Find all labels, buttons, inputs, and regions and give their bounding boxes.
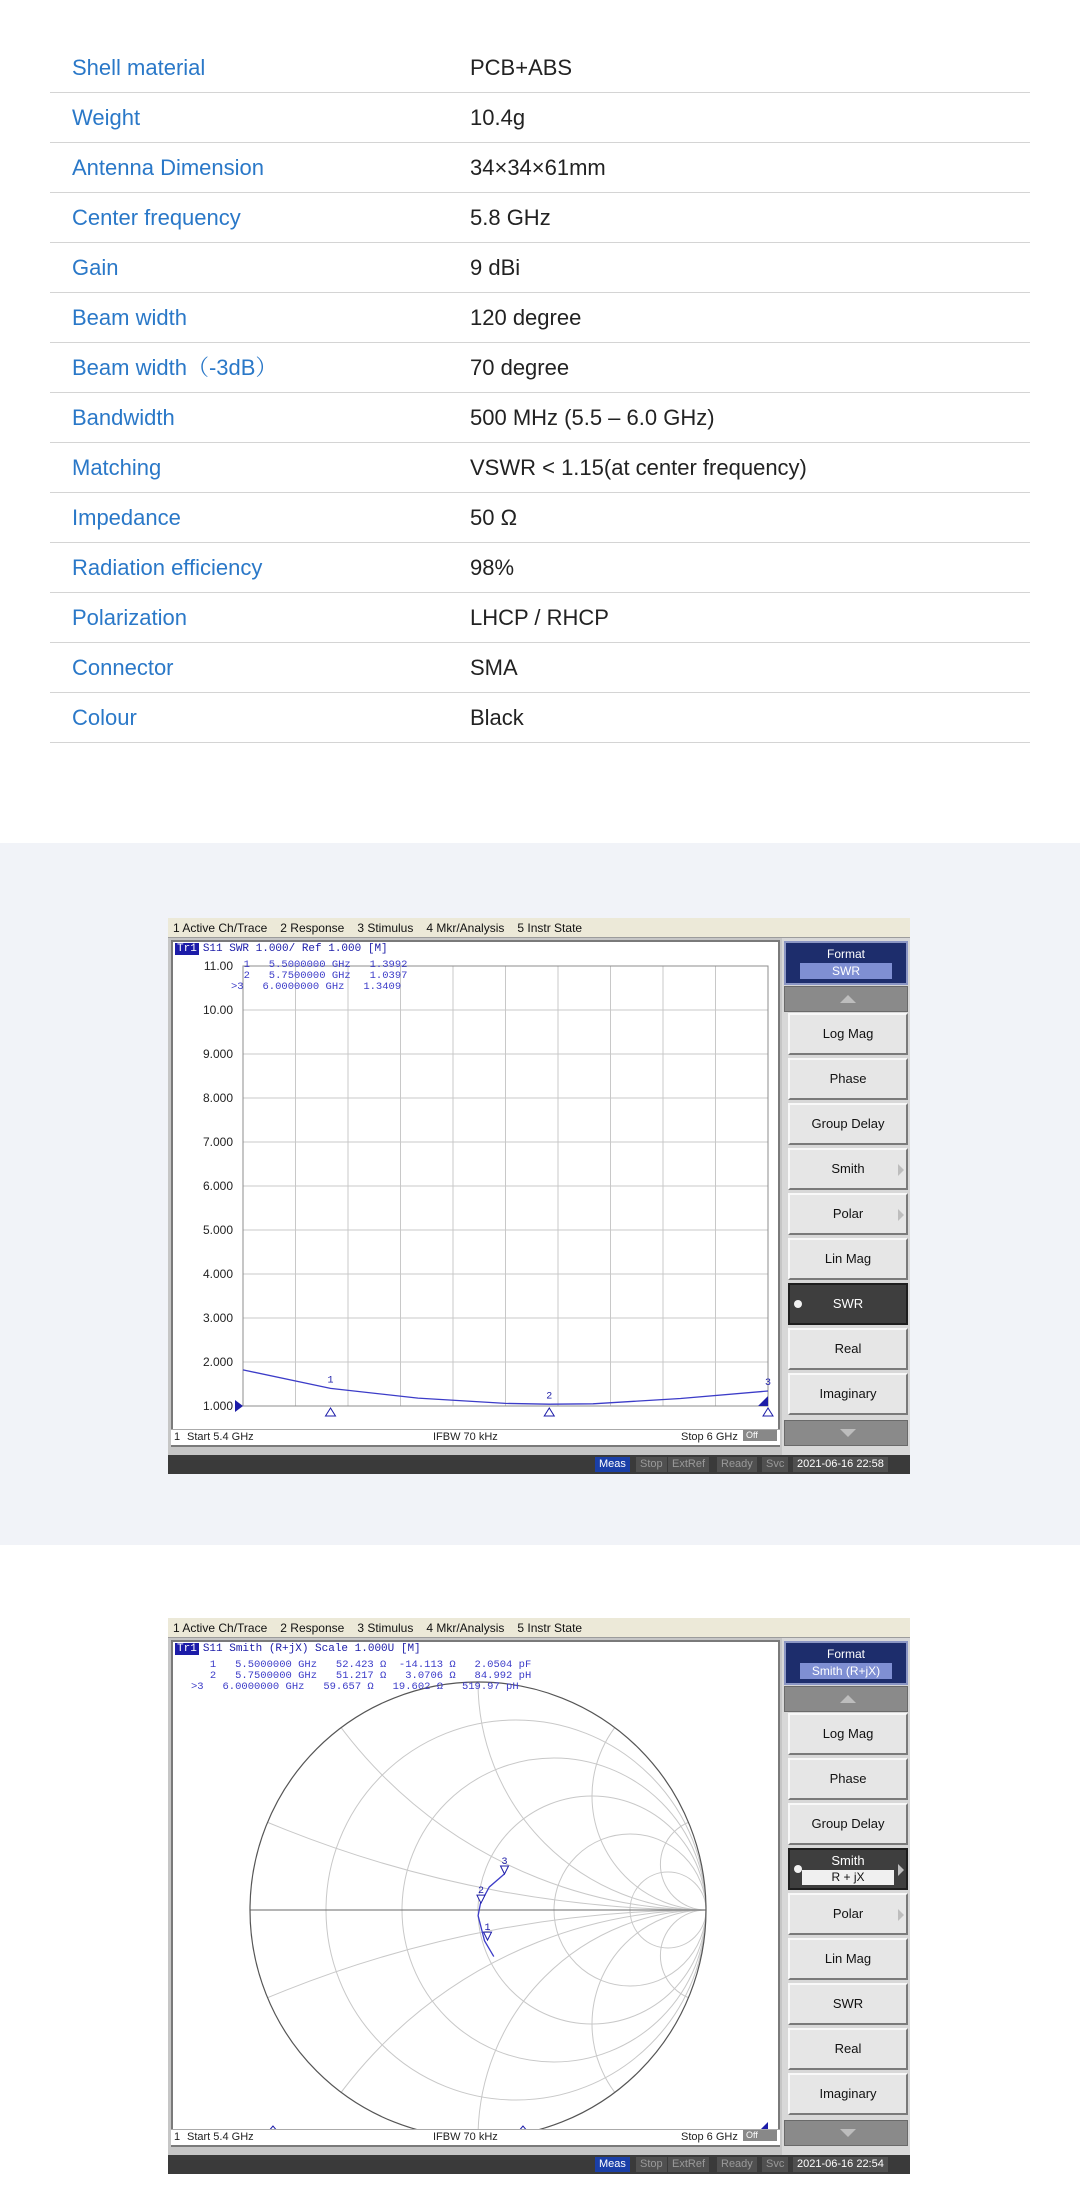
scroll-down-button[interactable] bbox=[784, 1420, 908, 1446]
plot-area bbox=[171, 940, 780, 1447]
marker-1-triangle bbox=[326, 1408, 336, 1416]
spec-row bbox=[50, 543, 1030, 593]
format-title: Format bbox=[826, 947, 865, 961]
softkey-smith[interactable] bbox=[788, 1148, 908, 1190]
trace-badge[interactable]: Tr1 bbox=[177, 943, 197, 955]
status-extref: ExtRef bbox=[668, 1457, 709, 1472]
softkey-label: Lin Mag bbox=[824, 1251, 872, 1266]
menu-item[interactable]: 5 Instr State bbox=[517, 921, 583, 935]
menu-item[interactable]: 1 Active Ch/Trace bbox=[173, 921, 268, 935]
spec-row bbox=[50, 193, 1030, 243]
status-bar bbox=[171, 2129, 780, 2145]
softkey-label: Phase bbox=[829, 1071, 867, 1086]
y-tick-label: 10.00 bbox=[202, 1003, 233, 1017]
down-arrow-icon bbox=[840, 2129, 856, 2137]
submenu-arrow-icon bbox=[898, 1209, 904, 1221]
y-tick-label: 6.000 bbox=[202, 1179, 233, 1193]
status-datetime: 2021-06-16 22:58 bbox=[793, 1457, 888, 1472]
y-tick-label: 8.000 bbox=[202, 1091, 233, 1105]
softkey-sublabel: R + jX bbox=[802, 1870, 894, 1885]
chart-svg bbox=[173, 1642, 778, 2132]
y-tick-label: 1.000 bbox=[202, 1399, 233, 1413]
trace-title: S11 Smith (R+jX) Scale 1.000U [M] bbox=[202, 1643, 421, 1655]
softkey-label: Smith bbox=[831, 1853, 865, 1868]
softkey-swr[interactable] bbox=[788, 1283, 908, 1325]
softkey-log-mag[interactable] bbox=[788, 1013, 908, 1055]
format-value: Smith (R+jX) bbox=[800, 1663, 892, 1679]
softkey-real[interactable] bbox=[788, 2028, 908, 2070]
y-tick-label: 5.000 bbox=[202, 1223, 233, 1237]
status-ready: Ready bbox=[717, 1457, 757, 1472]
channel-number: 1 bbox=[174, 1431, 181, 1443]
marker-1-label: 1 bbox=[327, 1375, 334, 1387]
softkey-label: Imaginary bbox=[819, 1386, 877, 1401]
y-tick-label: 7.000 bbox=[202, 1135, 233, 1149]
status-meas: Meas bbox=[595, 1457, 630, 1472]
spec-key: Bandwidth bbox=[72, 405, 175, 430]
spec-row bbox=[50, 93, 1030, 143]
chart-svg bbox=[173, 942, 778, 1432]
vna-screen-2 bbox=[168, 1618, 910, 2174]
status-stop: Stop bbox=[636, 1457, 667, 1472]
bottom-status-bar bbox=[168, 1455, 910, 1474]
status-bar bbox=[171, 1429, 780, 1445]
marker-1-label: 1 bbox=[484, 1923, 491, 1935]
softkey-label: Log Mag bbox=[822, 1726, 874, 1741]
format-title: Format bbox=[826, 1647, 865, 1661]
menu-item[interactable]: 5 Instr State bbox=[517, 1621, 583, 1635]
ref-level-marker bbox=[235, 1400, 243, 1412]
y-tick-label: 9.000 bbox=[202, 1047, 233, 1061]
marker-readout-line: >3 6.0000000 GHz 59.657 Ω 19.602 Ω 519.97 pH bbox=[191, 1681, 519, 1693]
spec-table bbox=[50, 43, 1030, 743]
marker-3-label: 3 bbox=[501, 1856, 508, 1868]
menu-bar bbox=[168, 918, 910, 938]
spec-value: 50 Ω bbox=[470, 505, 518, 530]
softkey-label: Lin Mag bbox=[824, 1951, 872, 1966]
format-header[interactable] bbox=[784, 941, 908, 985]
selected-indicator bbox=[794, 1300, 802, 1308]
marker-readout-line: 1 5.5000000 GHz 52.423 Ω -14.113 Ω 2.0504 pF bbox=[191, 1659, 532, 1671]
spec-key: Colour bbox=[72, 705, 137, 730]
menu-item[interactable]: 4 Mkr/Analysis bbox=[426, 1621, 505, 1635]
stop-marker bbox=[758, 1396, 768, 1406]
vna-screen-1 bbox=[168, 918, 910, 1474]
menu-item[interactable]: 2 Response bbox=[280, 921, 345, 935]
spec-value: SMA bbox=[470, 655, 518, 680]
menu-bar bbox=[168, 1618, 910, 1638]
spec-value: 9 dBi bbox=[470, 255, 521, 280]
menu-item[interactable]: 3 Stimulus bbox=[357, 1621, 414, 1635]
channel-number: 1 bbox=[174, 2131, 181, 2143]
spec-key: Polarization bbox=[72, 605, 187, 630]
softkey-label: Smith bbox=[831, 1161, 865, 1176]
spec-key: Beam width（-3dB） bbox=[72, 355, 278, 380]
softkey-swr[interactable] bbox=[788, 1983, 908, 2025]
submenu-arrow-icon bbox=[898, 1909, 904, 1921]
spec-row bbox=[50, 393, 1030, 443]
softkey-group-delay[interactable] bbox=[788, 1803, 908, 1845]
spec-value: 34×34×61mm bbox=[470, 155, 606, 180]
status-datetime: 2021-06-16 22:54 bbox=[793, 2157, 888, 2172]
format-header[interactable] bbox=[784, 1641, 908, 1685]
submenu-arrow-icon bbox=[898, 1164, 904, 1176]
status-svc: Svc bbox=[762, 2157, 788, 2172]
marker-2-label: 2 bbox=[546, 1391, 553, 1403]
spec-row bbox=[50, 143, 1030, 193]
softkey-lin-mag[interactable] bbox=[788, 1238, 908, 1280]
spec-value: 70 degree bbox=[470, 355, 570, 380]
softkey-label: Group Delay bbox=[811, 1816, 885, 1831]
spec-key: Connector bbox=[72, 655, 174, 680]
marker-readout-line: 2 5.7500000 GHz 51.217 Ω 3.0706 Ω 84.992 pH bbox=[191, 1670, 532, 1682]
softkey-label: SWR bbox=[832, 1996, 864, 2011]
marker-readout-line: 2 5.7500000 GHz 1.0397 bbox=[231, 970, 408, 982]
scroll-down-button[interactable] bbox=[784, 2120, 908, 2146]
trace-title: S11 SWR 1.000/ Ref 1.000 [M] bbox=[202, 943, 388, 955]
scroll-up-button[interactable] bbox=[784, 986, 908, 1012]
spec-row bbox=[50, 443, 1030, 493]
softkey-phase[interactable] bbox=[788, 1758, 908, 1800]
marker-3-label: 3 bbox=[765, 1378, 772, 1390]
spec-value: LHCP / RHCP bbox=[470, 605, 609, 630]
status-stop: Stop bbox=[636, 2157, 667, 2172]
off-indicator: Off bbox=[743, 1430, 777, 1441]
marker-3-triangle bbox=[763, 1408, 773, 1416]
spec-key: Weight bbox=[72, 105, 141, 130]
softkey-imaginary[interactable] bbox=[788, 1373, 908, 1415]
softkey-label: Real bbox=[834, 2041, 862, 2056]
softkey-label: Phase bbox=[829, 1771, 867, 1786]
spec-key: Impedance bbox=[72, 505, 181, 530]
status-extref: ExtRef bbox=[668, 2157, 709, 2172]
softkey-polar[interactable] bbox=[788, 1893, 908, 1935]
spec-value: 500 MHz (5.5 – 6.0 GHz) bbox=[470, 405, 715, 430]
stop-frequency[interactable]: Stop 6 GHz bbox=[681, 2131, 738, 2143]
smith-grid bbox=[173, 1642, 778, 2132]
spec-key: Center frequency bbox=[72, 205, 241, 230]
scroll-up-button[interactable] bbox=[784, 1686, 908, 1712]
softkey-panel bbox=[782, 938, 910, 1455]
softkey-panel bbox=[782, 1638, 910, 2155]
softkey-label: Real bbox=[834, 1341, 862, 1356]
status-ready: Ready bbox=[717, 2157, 757, 2172]
status-svc: Svc bbox=[762, 1457, 788, 1472]
softkey-label: Imaginary bbox=[819, 2086, 877, 2101]
ifbw[interactable]: IFBW 70 kHz bbox=[433, 1431, 498, 1443]
softkey-polar[interactable] bbox=[788, 1193, 908, 1235]
selected-indicator bbox=[794, 1865, 802, 1873]
menu-item[interactable]: 1 Active Ch/Trace bbox=[173, 1621, 268, 1635]
start-frequency[interactable]: Start 5.4 GHz bbox=[187, 1431, 254, 1443]
spec-value: 120 degree bbox=[470, 305, 582, 330]
reactance-arc bbox=[478, 1910, 778, 2132]
status-meas: Meas bbox=[595, 2157, 630, 2172]
spec-row bbox=[50, 343, 1030, 393]
spec-key: Matching bbox=[72, 455, 162, 480]
marker-2-label: 2 bbox=[477, 1886, 484, 1898]
menu-item[interactable]: 2 Response bbox=[280, 1621, 345, 1635]
spec-row bbox=[50, 43, 1030, 93]
spec-row bbox=[50, 293, 1030, 343]
spec-value: 5.8 GHz bbox=[470, 205, 551, 230]
spec-value: 10.4g bbox=[470, 105, 526, 130]
menu-item[interactable]: 3 Stimulus bbox=[357, 921, 414, 935]
spec-value: PCB+ABS bbox=[470, 55, 573, 80]
spec-key: Radiation efficiency bbox=[72, 555, 263, 580]
spec-key: Gain bbox=[72, 255, 119, 280]
softkey-real[interactable] bbox=[788, 1328, 908, 1370]
y-tick-label: 11.00 bbox=[203, 959, 233, 973]
softkey-log-mag[interactable] bbox=[788, 1713, 908, 1755]
softkey-label: Polar bbox=[832, 1206, 864, 1221]
softkey-imaginary[interactable] bbox=[788, 2073, 908, 2115]
spec-key: Shell material bbox=[72, 55, 206, 80]
trace-badge[interactable]: Tr1 bbox=[177, 1643, 197, 1655]
spec-row bbox=[50, 693, 1030, 743]
y-tick-label: 4.000 bbox=[202, 1267, 233, 1281]
plot-area bbox=[171, 1640, 780, 2147]
spec-row bbox=[50, 243, 1030, 293]
softkey-label: Log Mag bbox=[822, 1026, 874, 1041]
start-frequency[interactable]: Start 5.4 GHz bbox=[187, 2131, 254, 2143]
spec-key: Antenna Dimension bbox=[72, 155, 265, 180]
down-arrow-icon bbox=[840, 1429, 856, 1437]
softkey-smith[interactable] bbox=[788, 1848, 908, 1890]
marker-readout-line: 1 5.5000000 GHz 1.3992 bbox=[231, 959, 408, 971]
ifbw[interactable]: IFBW 70 kHz bbox=[433, 2131, 498, 2143]
marker-2-triangle bbox=[544, 1408, 554, 1416]
spec-value: Black bbox=[470, 705, 524, 730]
spec-row bbox=[50, 593, 1030, 643]
softkey-group-delay[interactable] bbox=[788, 1103, 908, 1145]
format-value: SWR bbox=[800, 963, 892, 979]
marker-readout-line: >3 6.0000000 GHz 1.3409 bbox=[231, 981, 402, 993]
up-arrow-icon bbox=[840, 995, 856, 1003]
menu-item[interactable]: 4 Mkr/Analysis bbox=[426, 921, 505, 935]
marker-readout bbox=[191, 1660, 531, 1693]
submenu-arrow-icon bbox=[898, 1864, 904, 1876]
softkey-label: SWR bbox=[832, 1296, 864, 1311]
spec-row bbox=[50, 493, 1030, 543]
softkey-label: Polar bbox=[832, 1906, 864, 1921]
softkey-label: Group Delay bbox=[811, 1116, 885, 1131]
softkey-phase[interactable] bbox=[788, 1058, 908, 1100]
up-arrow-icon bbox=[840, 1695, 856, 1703]
spec-row bbox=[50, 643, 1030, 693]
softkey-lin-mag[interactable] bbox=[788, 1938, 908, 1980]
spec-key: Beam width bbox=[72, 305, 187, 330]
stop-frequency[interactable]: Stop 6 GHz bbox=[681, 1431, 738, 1443]
off-indicator: Off bbox=[743, 2130, 777, 2141]
spec-value: VSWR < 1.15(at center frequency) bbox=[470, 455, 807, 480]
bottom-status-bar bbox=[168, 2155, 910, 2174]
y-tick-label: 3.000 bbox=[202, 1311, 233, 1325]
spec-value: 98% bbox=[470, 555, 515, 580]
y-tick-label: 2.000 bbox=[202, 1355, 233, 1369]
marker-readout bbox=[231, 960, 407, 993]
